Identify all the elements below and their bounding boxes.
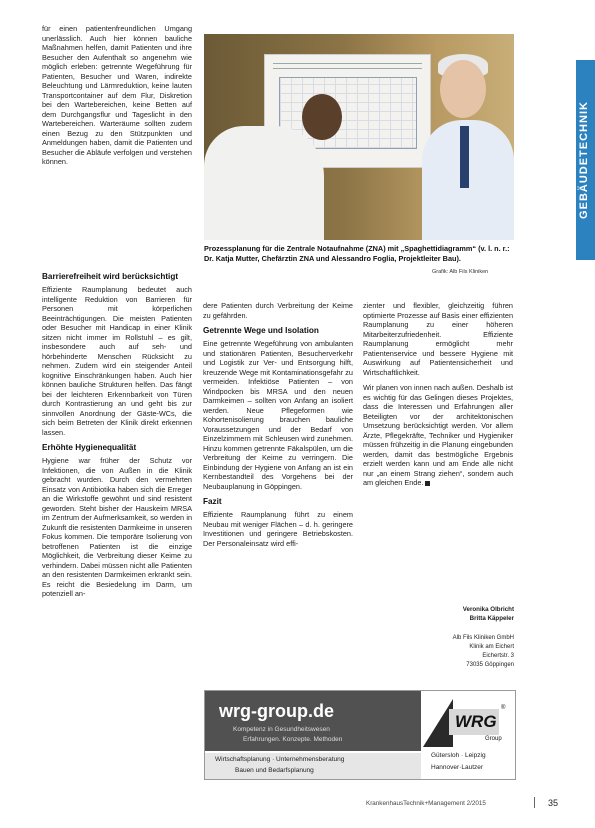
plan-title-line [273, 63, 422, 64]
ad-logo-registered: ® [501, 705, 506, 711]
plan-subtitle-line [273, 68, 422, 69]
section-heading: Getrennte Wege und Isolation [203, 326, 319, 335]
author-name: Britta Käppeler [469, 615, 514, 622]
address-line: Eichertstr. 3 [482, 653, 514, 659]
ad-locations: Hannover·Lautzer [431, 764, 484, 771]
body-paragraph: dere Patienten durch Verbreitung der Keime zu gefährden. [203, 301, 353, 320]
author-name: Veronika Olbricht [462, 606, 514, 613]
address-line: Alb Fils Kliniken GmbH [452, 635, 514, 641]
person-right-tie [460, 126, 469, 188]
article-photo [204, 34, 514, 240]
address-line: 73035 Göppingen [466, 662, 514, 668]
body-paragraph: für einen patientenfreundlichen Umgang unerlässlich. Auch hier können bauliche Maßnahmen helfen, damit Patienten und ihre Besucher den Aufenthalt so angenehm wie möglich erleben: getrennte Wegeführung für Patienten, Besucher und Waren, indirekte Beleuchtung und Lärmreduktion, keine lauten Transportcontainer auf dem Flur, Diskretion bei den Wartebereichen, keine Betten auf dem Durchgangsflur und Tageslicht in den Wartebereichen. Warteräume sollten zudem einen Bezug zu den Stützpunkten und Anmeldungen haben, damit die Patienten und Besucher die Abläufe verfolgen und verstehen können. [42, 24, 192, 166]
ad-tagline: Kompetenz in Gesundheitswesen [233, 726, 330, 733]
section-heading: Erhöhte Hygienequalität [42, 443, 137, 452]
person-left-body [204, 126, 324, 240]
body-paragraph: Effiziente Raumplanung bedeutet auch intelligente Reduktion von Barrieren für Personen mit körperlichen Beeinträchtigungen. Die meisten Patienten oder Besucher mit Handicap in einer Klinik sitzen nicht immer im Rollstuhl – es gilt, insbesondere auch auf seh- und hörbehinderte Menschen Rücksicht zu nehmen. Zudem wird ein steigender Anteil kognitive Einschränkungen haben. Auch hier können bauliche Strukturen helfen. Das fängt bei der leichteren Erkennbarkeit von Türen durch Kontrastierung an und geht bis zur sinnvollen Anordnung der Gäste-WCs, die sich beim Betreten der Klinik direkt erkennen lassen. [42, 285, 192, 437]
section-heading: Fazit [203, 497, 222, 506]
person-right-head [440, 60, 486, 118]
ad-url[interactable]: wrg-group.de [219, 701, 334, 721]
photo-caption: Prozessplanung für die Zentrale Notaufnahme (ZNA) mit „Spaghettidiagramm“ (v. l. n. r.: Dr. Katja Mutter, Chefärztin ZNA und Alessandro Foglia, Projektleiter Bau). [204, 244, 510, 263]
body-paragraph: Eine getrennte Wegeführung von ambulanten und stationären Patienten, Besucherverkehr und Logistik zur Ver- und Entsorgung hilft, kreuzende Wege mit Kontaminationsgefahr zu vermeiden. Infektiöse Patienten – von Windpocken bis MRSA und den neuen Darmkeimen – sollten von Anfang an isoliert werden. Neue Pflegeformen wie Kohortenisolierung brauchen bauliche Voraussetzungen und der Bedarf von Einzelzimmern mit Schleusen wird zunehmen. Hinzu kommen getrennte Fäkalspülen, um die Verbreitung der Keime zu verringern. Die Einbindung der Hygiene von Anfang an ist ein Kernbestandteil des Vorgehens bei der Neubauplanung in Göppingen. [203, 339, 353, 491]
body-paragraph: Hygiene war früher der Schutz vor Infektionen, die von Außen in die Klinik gebracht wurden. Durch den vermehrten Einsatz von Antibiotika haben sich die Erreger an die Wirkstoffe gewöhnt und sind resistent geworden. Steht bisher der Hauskeim MRSA im Zentrum der Aufmerksamkeit, so werden in Zukunft die resistenten Darmkeime in unseren Fokus kommen. Die temporäre Isolierung von betroffenen Patienten ist die einzige Möglichkeit, die Verbreitung dieser Keime zu verhindern. Dabei müssen nicht alle Patienten an den resistenten Darmkeimen erkrankt sein. Es reicht die Besiedelung im Darm, um potenziell an- [42, 456, 192, 598]
ad-locations: Gütersloh · Leipzig [431, 752, 486, 759]
article-column-1-top [42, 24, 192, 173]
author-block [396, 605, 514, 623]
photo-credit: Grafik: Alb Fils Kliniken [432, 269, 489, 275]
footer-journal-title: KrankenhausTechnik+Management 2/2015 [366, 800, 486, 807]
ad-services: Bauen und Bedarfsplanung [235, 767, 314, 774]
section-heading: Barrierefreiheit wird berücksichtigt [42, 272, 179, 281]
ad-services: Wirtschaftsplanung · Unternehmensberatung [215, 756, 345, 763]
body-paragraph: zienter und flexibler, gleichzeitig führen optimierte Prozesse auf Basis einer effizienten Raumplanung zu einer höheren Mitarbeiterzufriedenheit. Effiziente Raumplanung ermöglicht mehr Patientenservice und bessere Hygiene mit Auswirkung auf Patientensicherheit und Wirtschaftlichkeit. [363, 301, 513, 377]
advertisement[interactable] [204, 690, 516, 780]
body-paragraph: Effiziente Raumplanung führt zu einem Neubau mit weniger Flächen – d. h. geringere Investitionen und geringere Betriebskosten. Der Personaleinsatz wird effi- [203, 510, 353, 548]
end-square-icon [425, 481, 430, 486]
address-line: Klinik am Eichert [469, 644, 514, 650]
ad-logo-group: Group [485, 736, 502, 742]
body-paragraph-text: Wir planen von innen nach außen. Deshalb ist es wichtig für das Gelingen dieses Projektes, dass die Interessen und Erfahrungen aller Beteiligten vor der architektonischen Umsetzung berücksichtigt werden. Vor allem Ärzte, Pflegekräfte, Techniker und Hygieniker müssen frühzeitig in die Planung eingebunden werden, damit das bestmögliche Ergebnis erzielt werden kann und am Ende alle nicht nur „an einem Strang ziehen“, sondern auch am gleichen Ende. [363, 383, 513, 487]
person-left-head [302, 94, 342, 140]
address-block [396, 634, 514, 670]
body-paragraph-last [363, 383, 513, 488]
ad-logo: WRG [455, 712, 497, 731]
article-column-2 [203, 301, 353, 554]
article-column-3 [363, 301, 513, 494]
article-column-1-bottom [42, 268, 192, 605]
section-tab-label: GEBÄUDETECHNIK [578, 101, 590, 219]
footer-divider [534, 797, 535, 808]
page-number: 35 [548, 798, 559, 808]
ad-tagline: Erfahrungen. Konzepte. Methoden [243, 736, 343, 743]
